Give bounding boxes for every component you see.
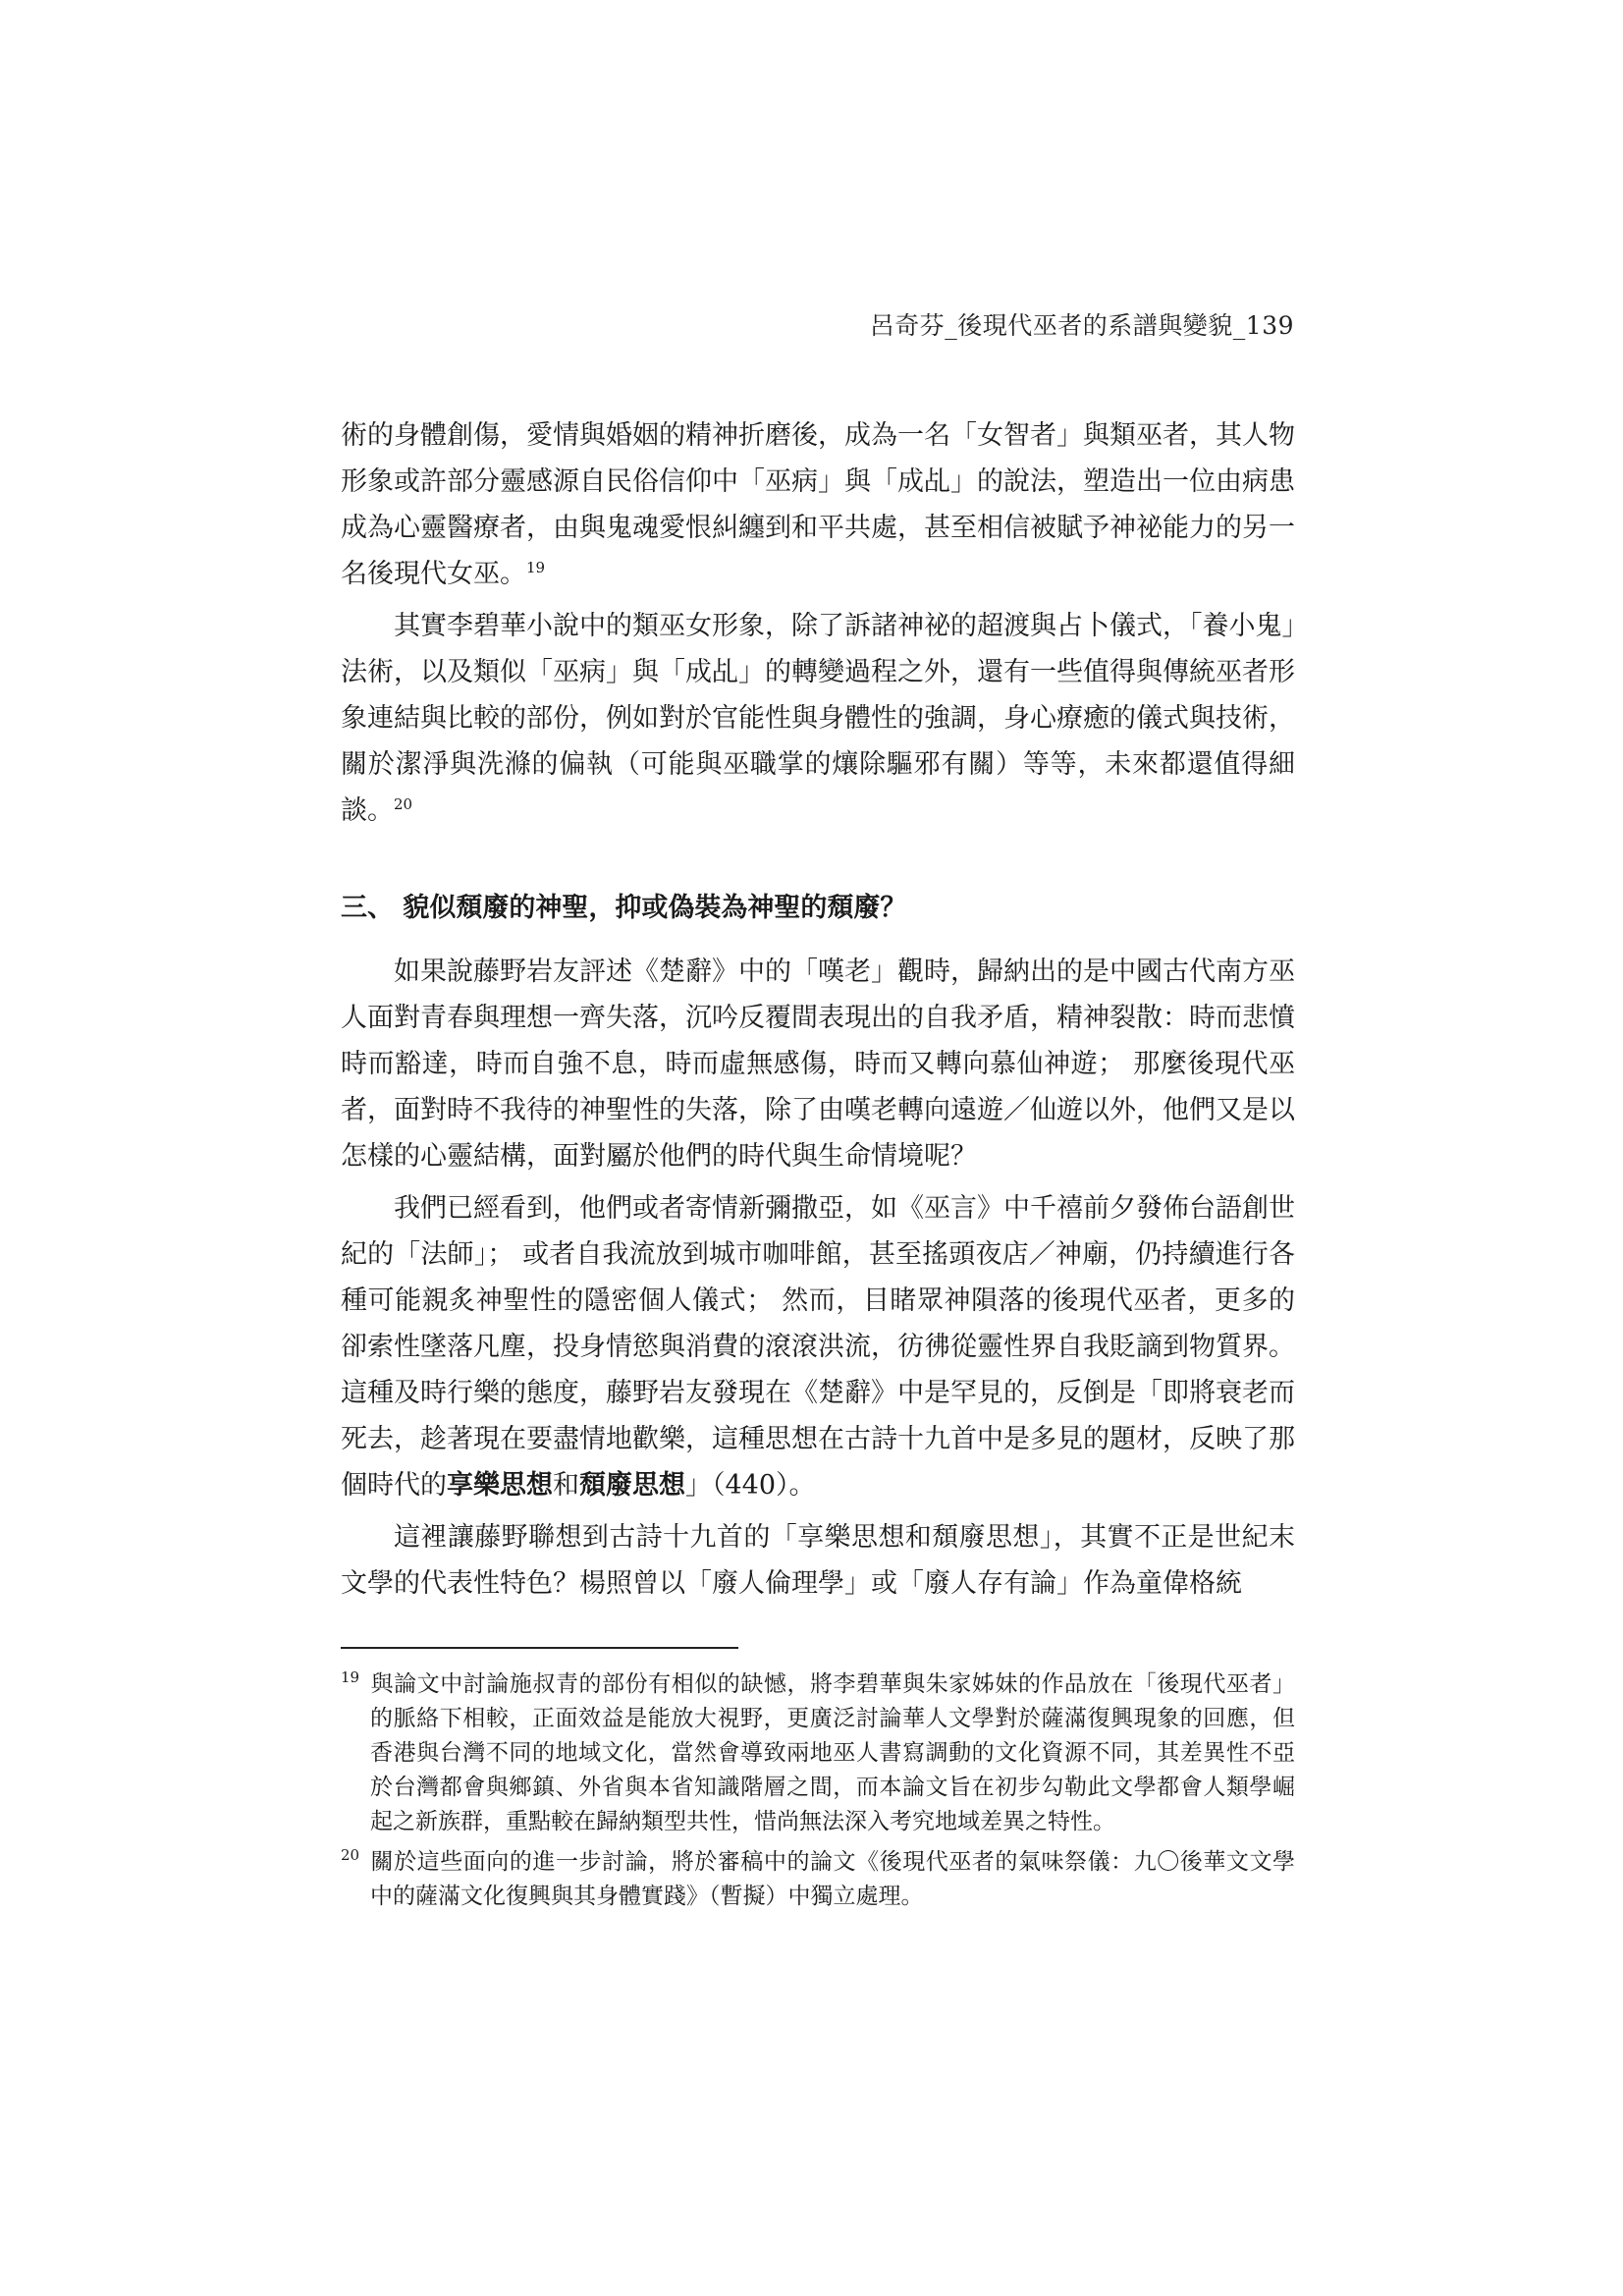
paragraph-4-text-b: 」（440）。 xyxy=(685,1470,816,1501)
main-text xyxy=(341,412,1295,1607)
paragraph-4 xyxy=(341,1185,1295,1508)
footnote-20: 20 關於這些面向的進一步討論，將於審稿中的論文《後現代巫者的氣味祭儀：九〇後華文文學中的薩滿文化復興與其身體實踐》（暫擬）中獨立處理。 xyxy=(341,1846,1295,1909)
section-heading: 三、 貌似頹廢的神聖，抑或偽裝為神聖的頹廢？ xyxy=(341,893,907,923)
footnote-ref-20[interactable]: 20 xyxy=(394,795,413,813)
footnote-text: 與論文中討論施叔青的部份有相似的缺憾，將李碧華與朱家姊妹的作品放在「後現代巫者」的脈絡下相較，正面效益是能放大視野，更廣泛討論華人文學對於薩滿復興現象的回應，但香港與台灣不同的地域文化，當然會導致兩地巫人書寫調動的文化資源不同，其差異性不亞於台灣都會與鄉鎮、外省與本省知識階層之間，而本論文旨在初步勾勒此文學都會人類學崛起之新族群，重點較在歸納類型共性，惜尚無法深入考究地域差異之特性。 xyxy=(370,1671,1295,1834)
paragraph-2 xyxy=(341,603,1295,834)
paragraph-4-text-a: 我們已經看到，他們或者寄情新彌撒亞，如《巫言》中千禧前夕發佈台語創世紀的「法師」； 或者自我流放到城市咖啡館，甚至搖頭夜店／神廟，仍持續進行各種可能親炙神聖性的隱密個人儀式； 然而，目睹眾神隕落的後現代巫者，更多的卻索性墜落凡塵，投身情慾與消費的滾滾洪流，彷彿從靈性界自我貶謫到物質界。這種及時行樂的態度，藤野岩友發現在《楚辭》中是罕見的，反倒是「即將衰老而死去，趁著現在要盡情地歡樂，這種思想在古詩十九首中是多見的題材，反映了那個時代的 xyxy=(341,1193,1295,1501)
paragraph-4-and: 和 xyxy=(553,1470,579,1501)
footnote-19: 19 與論文中討論施叔青的部份有相似的缺憾，將李碧華與朱家姊妹的作品放在「後現代巫者」的脈絡下相較，正面效益是能放大視野，更廣泛討論華人文學對於薩滿復興現象的回應，但香港與台灣不同的地域文化，當然會導致兩地巫人書寫調動的文化資源不同，其差異性不亞於台灣都會與鄉鎮、外省與本省知識階層之間，而本論文旨在初步勾勒此文學都會人類學崛起之新族群，重點較在歸納類型共性，惜尚無法深入考究地域差異之特性。 xyxy=(341,1668,1295,1834)
running-header: 呂奇芬_後現代巫者的系譜與變貌_139 xyxy=(869,311,1294,340)
footnote-divider xyxy=(341,1647,738,1649)
paragraph-1 xyxy=(341,412,1295,597)
footnotes xyxy=(341,1667,1295,1920)
footnote-ref-19[interactable]: 19 xyxy=(526,559,546,576)
paragraph-5: 這裡讓藤野聯想到古詩十九首的「享樂思想和頹廢思想」，其實不正是世紀末文學的代表性特色？楊照曾以「廢人倫理學」或「廢人存有論」作為童偉格統 xyxy=(341,1522,1295,1599)
paragraph-3: 如果說藤野岩友評述《楚辭》中的「嘆老」觀時，歸納出的是中國古代南方巫人面對青春與理想一齊失落，沉吟反覆間表現出的自我矛盾，精神裂散：時而悲憤時而豁達，時而自強不息，時而虛無感傷，時而又轉向慕仙神遊； 那麼後現代巫者，面對時不我待的神聖性的失落，除了由嘆老轉向遠遊／仙遊以外，他們又是以怎樣的心靈結構，面對屬於他們的時代與生命情境呢？ xyxy=(341,957,1295,1172)
paragraph-2-text: 其實李碧華小說中的類巫女形象，除了訴諸神祕的超渡與占卜儀式，「養小鬼」法術，以及類似「巫病」與「成乩」的轉變過程之外，還有一些值得與傳統巫者形象連結與比較的部份，例如對於官能性與身體性的強調，身心療癒的儀式與技術，關於潔淨與洗滌的偏執（可能與巫職掌的爙除驅邪有關）等等，未來都還值得細談。 xyxy=(341,611,1295,826)
footnote-text: 關於這些面向的進一步討論，將於審稿中的論文《後現代巫者的氣味祭儀：九〇後華文文學中的薩滿文化復興與其身體實踐》（暫擬）中獨立處理。 xyxy=(370,1849,1295,1909)
emphasis-hedonism: 享樂思想 xyxy=(447,1470,553,1501)
paragraph-1-text: 術的身體創傷，愛情與婚姻的精神折磨後，成為一名「女智者」與類巫者，其人物形象或許部分靈感源自民俗信仰中「巫病」與「成乩」的說法，塑造出一位由病患成為心靈醫療者，由與鬼魂愛恨糾纏到和平共處，甚至相信被賦予神祕能力的另一名後現代女巫。 xyxy=(341,420,1295,589)
emphasis-decadence: 頹廢思想 xyxy=(579,1470,685,1501)
